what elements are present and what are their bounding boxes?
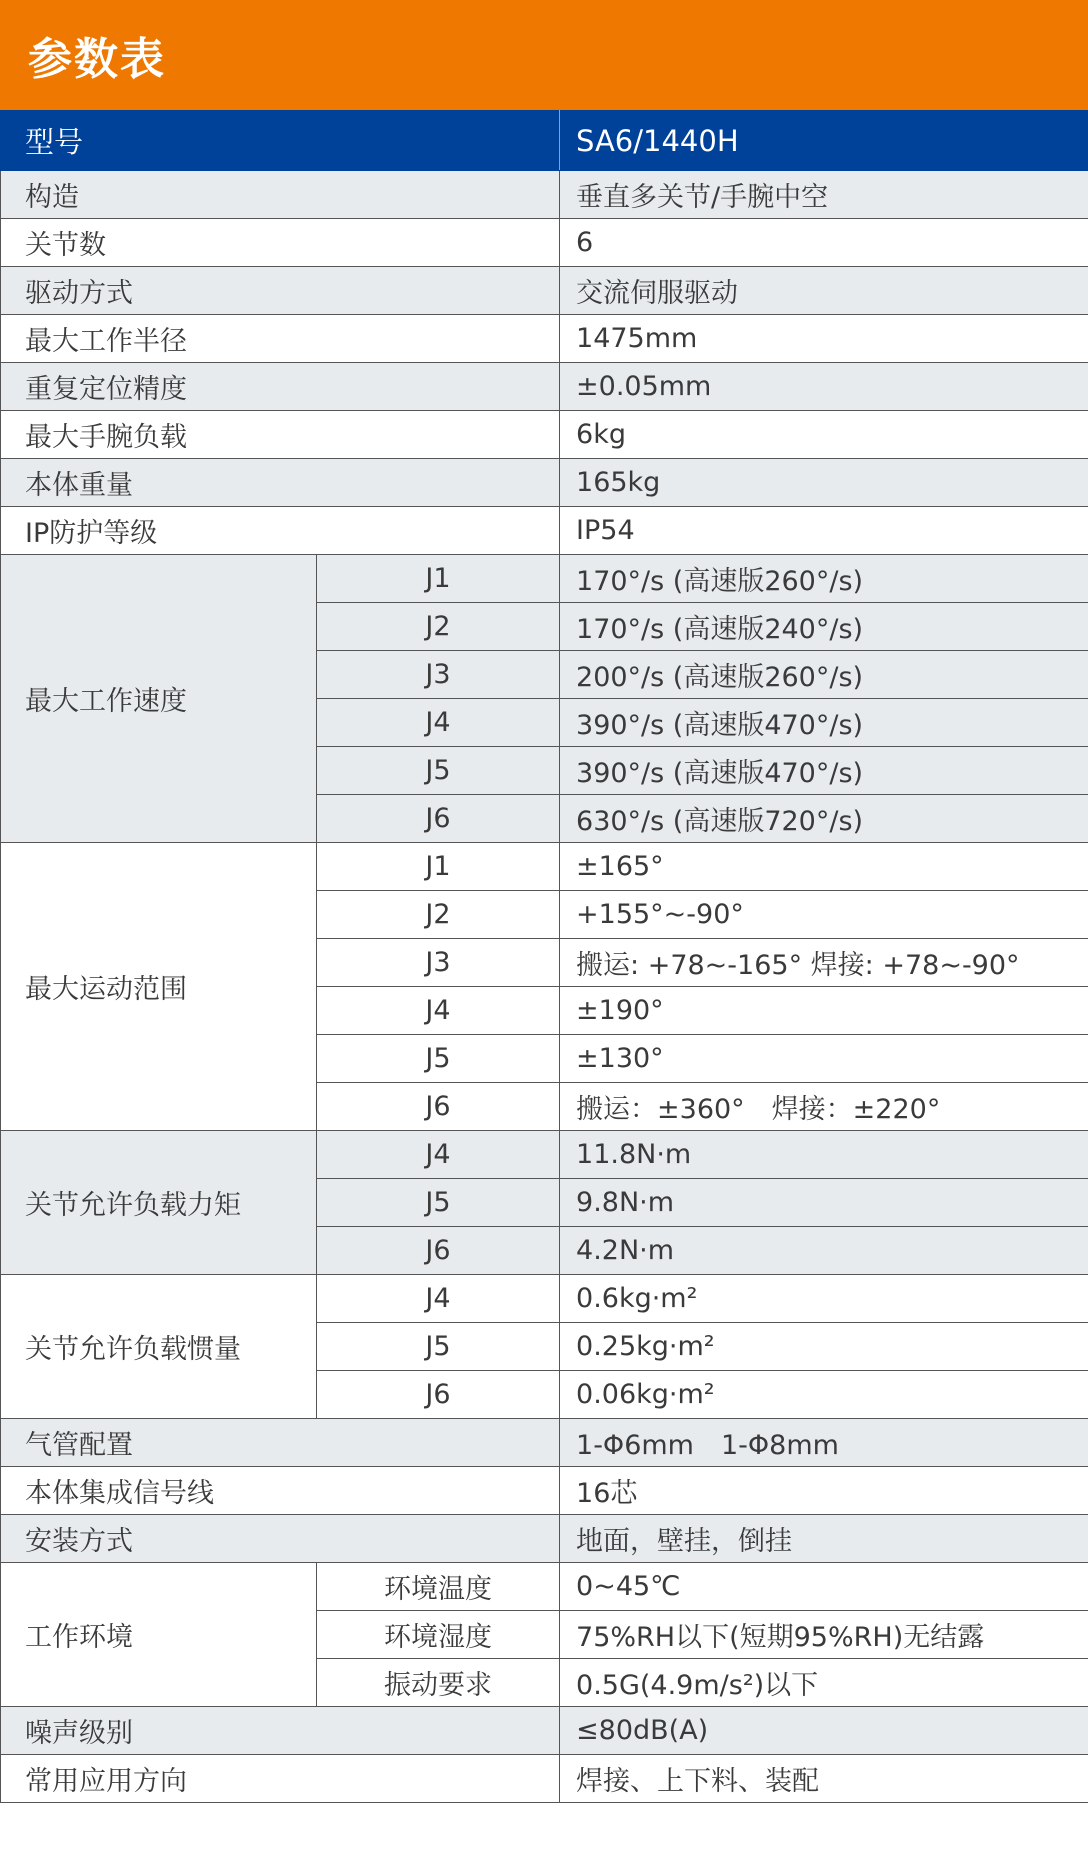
- spec-value: 焊接、上下料、装配: [560, 1755, 1088, 1803]
- spec-row: [1, 507, 1088, 555]
- spec-label: 最大工作半径: [1, 315, 560, 363]
- spec-sub-label: J2: [317, 891, 560, 939]
- spec-row: [1, 1419, 1088, 1467]
- spec-value: 地面，壁挂，倒挂: [560, 1515, 1088, 1563]
- spec-sub-label: J3: [317, 651, 560, 699]
- spec-sub-label: J6: [317, 1083, 560, 1131]
- spec-label: 安装方式: [1, 1515, 560, 1563]
- spec-value: 170°/s (高速版260°/s): [560, 555, 1088, 603]
- spec-sub-label: J1: [317, 843, 560, 891]
- spec-row: [1, 363, 1088, 411]
- spec-sub-label: J6: [317, 795, 560, 843]
- spec-value: ±0.05mm: [560, 363, 1088, 411]
- spec-sub-label: J4: [317, 699, 560, 747]
- spec-label: 关节数: [1, 219, 560, 267]
- spec-value: 75%RH以下(短期95%RH)无结露: [560, 1611, 1088, 1659]
- spec-value: 11.8N·m: [560, 1131, 1088, 1179]
- spec-sub-label: J5: [317, 747, 560, 795]
- spec-value: 1475mm: [560, 315, 1088, 363]
- spec-row: [1, 843, 1088, 891]
- spec-value: 0~45℃: [560, 1563, 1088, 1611]
- spec-label: 气管配置: [1, 1419, 560, 1467]
- spec-value: 16芯: [560, 1467, 1088, 1515]
- spec-value: 4.2N·m: [560, 1227, 1088, 1275]
- spec-value: 交流伺服驱动: [560, 267, 1088, 315]
- spec-sub-label: J4: [317, 987, 560, 1035]
- page-title: 参数表: [28, 34, 166, 85]
- spec-label: 驱动方式: [1, 267, 560, 315]
- spec-sub-label: J5: [317, 1323, 560, 1371]
- spec-value: 搬运：±360° 焊接：±220°: [560, 1083, 1088, 1131]
- spec-label: 噪声级别: [1, 1707, 560, 1755]
- spec-label: IP防护等级: [1, 507, 560, 555]
- spec-row: [1, 459, 1088, 507]
- spec-value: 200°/s (高速版260°/s): [560, 651, 1088, 699]
- spec-sub-label: J6: [317, 1371, 560, 1419]
- spec-row: [1, 1131, 1088, 1179]
- model-label: 型号: [1, 111, 560, 171]
- spec-sub-label: 环境湿度: [317, 1611, 560, 1659]
- spec-row: [1, 1467, 1088, 1515]
- spec-row: [1, 267, 1088, 315]
- spec-row: [1, 171, 1088, 219]
- spec-sub-label: J3: [317, 939, 560, 987]
- spec-label: 构造: [1, 171, 560, 219]
- spec-value: 1-Φ6mm 1-Φ8mm: [560, 1419, 1088, 1467]
- spec-value: 9.8N·m: [560, 1179, 1088, 1227]
- spec-value: ±130°: [560, 1035, 1088, 1083]
- model-value: SA6/1440H: [560, 111, 1088, 171]
- spec-row: [1, 1275, 1088, 1323]
- spec-sub-label: J5: [317, 1179, 560, 1227]
- spec-label: 工作环境: [1, 1563, 317, 1707]
- spec-value: IP54: [560, 507, 1088, 555]
- spec-label: 本体集成信号线: [1, 1467, 560, 1515]
- spec-row: [1, 1755, 1088, 1803]
- title-band: [0, 0, 1088, 110]
- spec-value: 垂直多关节/手腕中空: [560, 171, 1088, 219]
- spec-label: 常用应用方向: [1, 1755, 560, 1803]
- spec-row: [1, 411, 1088, 459]
- spec-value: ±190°: [560, 987, 1088, 1035]
- spec-value: 630°/s (高速版720°/s): [560, 795, 1088, 843]
- spec-label: 最大手腕负载: [1, 411, 560, 459]
- spec-row: [1, 219, 1088, 267]
- spec-value: 0.25kg·m²: [560, 1323, 1088, 1371]
- spec-sub-label: J1: [317, 555, 560, 603]
- spec-label: 最大工作速度: [1, 555, 317, 843]
- spec-value: 0.6kg·m²: [560, 1275, 1088, 1323]
- spec-sub-label: J4: [317, 1131, 560, 1179]
- spec-row: [1, 1515, 1088, 1563]
- spec-value: 6: [560, 219, 1088, 267]
- spec-value: 165kg: [560, 459, 1088, 507]
- model-row: [1, 111, 1088, 171]
- spec-sub-label: J4: [317, 1275, 560, 1323]
- spec-table: [0, 110, 1088, 1803]
- spec-value: +155°~-90°: [560, 891, 1088, 939]
- spec-label: 重复定位精度: [1, 363, 560, 411]
- spec-label: 本体重量: [1, 459, 560, 507]
- spec-sub-label: J5: [317, 1035, 560, 1083]
- spec-row: [1, 315, 1088, 363]
- spec-label: 关节允许负载惯量: [1, 1275, 317, 1419]
- spec-value: 0.5G(4.9m/s²)以下: [560, 1659, 1088, 1707]
- spec-value: 6kg: [560, 411, 1088, 459]
- spec-value: 170°/s (高速版240°/s): [560, 603, 1088, 651]
- spec-row: [1, 1707, 1088, 1755]
- spec-sub-label: J6: [317, 1227, 560, 1275]
- spec-sub-label: 振动要求: [317, 1659, 560, 1707]
- spec-row: [1, 555, 1088, 603]
- spec-value: 390°/s (高速版470°/s): [560, 699, 1088, 747]
- spec-value: 0.06kg·m²: [560, 1371, 1088, 1419]
- spec-sub-label: 环境温度: [317, 1563, 560, 1611]
- spec-label: 最大运动范围: [1, 843, 317, 1131]
- spec-value: 搬运: +78~-165° 焊接: +78~-90°: [560, 939, 1088, 987]
- spec-label: 关节允许负载力矩: [1, 1131, 317, 1275]
- spec-value: 390°/s (高速版470°/s): [560, 747, 1088, 795]
- spec-row: [1, 1563, 1088, 1611]
- spec-sub-label: J2: [317, 603, 560, 651]
- spec-value: ±165°: [560, 843, 1088, 891]
- spec-value: ≤80dB(A): [560, 1707, 1088, 1755]
